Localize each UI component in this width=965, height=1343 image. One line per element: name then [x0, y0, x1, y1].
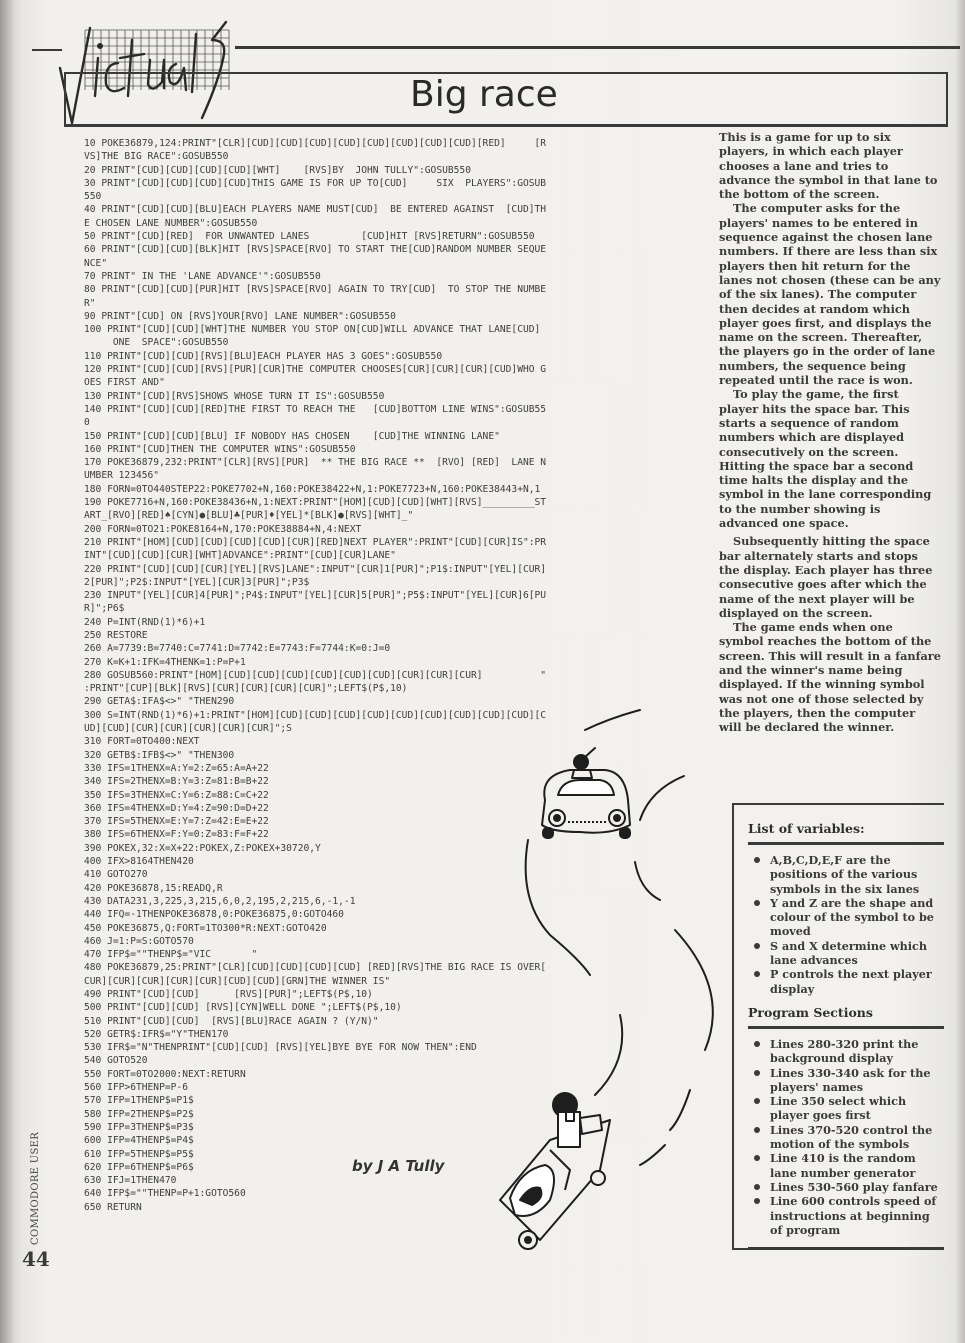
track-line: [675, 930, 713, 1050]
code-line: 80 PRINT"[CUD][CUD][PUR]HIT [RVS]SPACE[RVO] AGAIN TO TRY[CUD] TO STOP THE NUMBE: [84, 284, 547, 296]
code-line: 490 PRINT"[CUD][CUD] [RVS][PUR]";LEFT$(P$,10): [84, 989, 373, 1000]
code-line: 130 PRINT"[CUD][RVS]SHOWS WHOSE TURN IT IS":GOSUB550: [84, 390, 385, 402]
code-line: 550 FORT=0TO2000:NEXT:RETURN: [84, 1068, 246, 1080]
code-line: 280 GOSUB560:PRINT"[HOM][CUD][CUD][CUD][CUD][CUD][CUD][CUR][CUR][CUR] ": [84, 669, 547, 681]
article-body: [719, 130, 941, 734]
code-line: 70 PRINT" IN THE 'LANE ADVANCE'":GOSUB550: [84, 270, 321, 282]
code-line: 300 S=INT(RND(1)*6)+1:PRINT"[HOM][CUD][CUD][CUD][CUD][CUD][CUD][CUD][CUD][CUD][C: [84, 709, 547, 721]
variables-heading: List of variables:: [748, 821, 865, 836]
code-line: 430 DATA231,3,225,3,215,6,0,2,195,2,215,6,-1,-1: [84, 895, 356, 907]
code-line: 60 PRINT"[CUD][CUD][BLK]HIT [RVS]SPACE[RVO] TO START THE[CUD]RANDOM NUMBER SEQUE: [84, 244, 547, 256]
bullet-icon: [754, 1155, 760, 1161]
code-line: 550: [84, 191, 102, 203]
code-line: 320 GETB$:IFB$<>" "THEN300: [84, 749, 235, 761]
article-paragraph: The game ends when one symbol reaches the bottom of the screen. This will result in a fanfare and the winner's name being displayed. If the winning symbol was not one of those selected by the players, then the computer will be declared the winner.: [719, 620, 941, 735]
page-spine-shadow: [0, 0, 14, 1343]
code-line: 390 POKEX,32:X=X+22:POKEX,Z:POKEX+30720,Y: [84, 842, 321, 854]
variables-section: [748, 821, 944, 996]
code-line: VS]THE BIG RACE":GOSUB550: [84, 151, 229, 163]
bullet-icon: [754, 971, 760, 977]
code-line: :PRINT"[CUP][BLK][RVS][CUR][CUR][CUR][CUR]";LEFT$(P$,10): [84, 683, 408, 695]
lawnmower-drawing: [500, 1093, 610, 1249]
code-line: ART_[RVO][RED]♠[CYN]●[BLU]♣[PUR]♦[YEL]*[BLK]●[RVS][WHT]_": [84, 510, 414, 522]
code-line: 350 IFS=3THENX=C:Y=6:Z=88:C=C+22: [84, 789, 269, 801]
code-line: 2[PUR]";P2$:INPUT"[YEL][CUR]3[PUR]";P3$: [84, 576, 310, 588]
code-line: 160 PRINT"[CUD]THEN THE COMPUTER WINS":GOSUB550: [84, 443, 356, 455]
code-line: UD][CUD][CUR][CUR][CUR][CUR][CUR]";S: [84, 723, 292, 735]
variable-item: Y and Z are the shape and colour of the symbol to be moved: [748, 896, 944, 939]
magazine-name: COMMODORE USER: [30, 1131, 41, 1245]
section-item: Lines 370-520 control the motion of the symbols: [748, 1123, 944, 1152]
code-line: 370 IFS=5THENX=E:Y=7:Z=42:E=E+22: [84, 816, 269, 828]
code-line: 100 PRINT"[CUD][CUD][WHT]THE NUMBER YOU STOP ON[CUD]WILL ADVANCE THAT LANE[CUD]: [84, 324, 541, 336]
code-line: 260 A=7739:B=7740:C=7741:D=7742:E=7743:F=7744:K=0:J=0: [84, 643, 391, 655]
track-line: [640, 1145, 665, 1165]
code-line: 630 IFJ=1THEN470: [84, 1175, 177, 1187]
bullet-icon: [754, 1198, 760, 1204]
code-line: NCE": [84, 257, 108, 269]
track-line: [595, 1015, 622, 1095]
code-line: 340 IFS=2THENX=B:Y=3:Z=81:B=B+22: [84, 776, 269, 788]
code-line: 0: [84, 417, 90, 429]
code-line: 480 POKE36879,25:PRINT"[CLR][CUD][CUD][CUD][CUD] [RED][RVS]THE BIG RACE IS OVER[: [84, 962, 547, 974]
code-line: 250 RESTORE: [84, 629, 148, 641]
code-line: 240 P=INT(RND(1)*6)+1: [84, 616, 206, 628]
code-line: 200 FORN=0TO21:POKE8164+N,170:POKE38884+N,4:NEXT: [84, 523, 362, 535]
code-line: UMBER 123456": [84, 470, 160, 482]
code-line: E CHOSEN LANE NUMBER":GOSUB550: [84, 217, 258, 229]
sections-list: [748, 1037, 944, 1237]
code-line: 310 FORT=0TO400:NEXT: [84, 736, 200, 748]
code-line: 540 GOTO520: [84, 1055, 148, 1067]
code-line: 20 PRINT"[CUD][CUD][CUD][CUD][WHT] [RVS]BY JOHN TULLY":GOSUB550: [84, 164, 471, 176]
author-byline: by J A Tully: [352, 1157, 445, 1175]
code-line: 180 FORN=0TO440STEP22:POKE7702+N,160:POKE38422+N,1:POKE7723+N,160:POKE38443+N,1: [84, 483, 541, 495]
code-line: 580 IFP=2THENP$=P2$: [84, 1108, 194, 1120]
code-line: 510 PRINT"[CUD][CUD] [RVS][BLU]RACE AGAIN ? (Y/N)": [84, 1015, 379, 1027]
code-line: 30 PRINT"[CUD][CUD][CUD][CUD]THIS GAME IS FOR UP TO[CUD] SIX PLAYERS":GOSUB: [84, 177, 547, 189]
article-paragraph: This is a game for up to six players, in which each player chooses a lane and tries to advance the symbol in that lane to the bottom of the screen.: [719, 130, 938, 202]
article-paragraph: Subsequently hitting the space bar alternately starts and stops the display. Each player has three consecutive goes after which the name of the next player will be displayed on the screen.: [719, 534, 933, 620]
code-line: 40 PRINT"[CUD][CUD][BLU]EACH PLAYERS NAME MUST[CUD] BE ENTERED AGAINST [CUD]TH: [84, 204, 547, 216]
code-line: 90 PRINT"[CUD] ON [RVS]YOUR[RVO] LANE NUMBER":GOSUB550: [84, 310, 396, 322]
code-line: 570 IFP=1THENP$=P1$: [84, 1095, 194, 1107]
article-paragraph: To play the game, the first player hits the space bar. This starts a sequence of random numbers which are displayed consecutively on the screen. Hitting the space bar a second time halts the display and the symbol in the lane corresponding to the number showing is advanced one space.: [719, 387, 932, 531]
code-line: 150 PRINT"[CUD][CUD][BLU] IF NOBODY HAS CHOSEN [CUD]THE WINNING LANE": [84, 430, 500, 442]
code-line: 220 PRINT"[CUD][CUD][CUR][YEL][RVS]LANE":INPUT"[CUR]1[PUR]";P1$:INPUT"[YEL][CUR]: [84, 563, 547, 575]
code-line: 170 POKE36879,232:PRINT"[CLR][RVS][PUR] ** THE BIG RACE ** [RVO] [RED] LANE N: [84, 457, 547, 469]
section-item: Lines 280-320 print the background display: [748, 1037, 944, 1066]
code-line: 520 GETR$:IFR$="Y"THEN170: [84, 1028, 229, 1040]
code-line: 190 POKE7716+N,160:POKE38436+N,1:NEXT:PRINT"[HOM][CUD][CUD][WHT][RVS]_________ST: [84, 497, 547, 509]
section-item: Lines 330-340 ask for the players' names: [748, 1066, 944, 1095]
track-line: [670, 1090, 690, 1130]
code-line: 500 PRINT"[CUD][CUD] [RVS][CYN]WELL DONE ";LEFT$(P$,10): [84, 1002, 402, 1014]
code-line: 230 INPUT"[YEL][CUR]4[PUR]";P4$:INPUT"[YEL][CUR]5[PUR]";P5$:INPUT"[YEL][CUR]6[PU: [84, 590, 547, 602]
section-item: Lines 530-560 play fanfare: [748, 1180, 944, 1194]
bullet-icon: [754, 1184, 760, 1190]
code-line: 610 IFP=5THENP$=P5$: [84, 1148, 194, 1160]
code-line: 560 IFP>6THENP=P-6: [84, 1082, 188, 1094]
track-line: [640, 776, 684, 820]
code-line: R": [84, 297, 96, 309]
code-line: 460 J=1:P=S:GOTO570: [84, 935, 194, 947]
article-title: Big race: [410, 74, 558, 115]
sidebar-box: [732, 803, 944, 1250]
article-paragraph: The computer asks for the players' names to be entered in sequence against the chosen lane numbers. If there are less than six players then hit return for the lanes not chosen (these can be any of the six lanes). The computer then decides at random which player goes first, and displays the name on the screen. Thereafter, the players go in the order of lane numbers, the sequence being repeated until the race is won.: [719, 201, 941, 388]
code-line: 530 IFR$="N"THENPRINT"[CUD][CUD] [RVS][YEL]BYE BYE FOR NOW THEN":END: [84, 1042, 477, 1054]
code-line: 380 IFS=6THENX=F:Y=0:Z=83:F=F+22: [84, 829, 269, 841]
code-line: 140 PRINT"[CUD][CUD][RED]THE FIRST TO REACH THE [CUD]BOTTOM LINE WINS":GOSUB55: [84, 403, 547, 415]
code-line: 270 K=K+1:IFK=4THENK=1:P=P+1: [84, 656, 246, 668]
code-line: 360 IFS=4THENX=D:Y=4:Z=90:D=D+22: [84, 802, 269, 814]
bullet-icon: [754, 1041, 760, 1047]
race-illustration: [440, 700, 720, 1260]
code-line: 400 IFX>8164THEN420: [84, 856, 194, 868]
code-line: 440 IFQ=-1THENPOKE36878,0:POKE36875,0:GOTO460: [84, 909, 344, 921]
section-item: Line 410 is the random lane number generator: [748, 1151, 944, 1180]
track-line: [526, 840, 590, 975]
bullet-icon: [754, 857, 760, 863]
page-number: 44: [22, 1247, 50, 1271]
section-item: Line 350 select which player goes first: [748, 1094, 944, 1123]
footer-rule: [748, 1247, 944, 1250]
code-line: 650 RETURN: [84, 1201, 142, 1213]
sections-heading: Program Sections: [748, 1005, 873, 1020]
variable-item: P controls the next player display: [748, 967, 944, 996]
header-rule: [235, 46, 960, 49]
code-line: 470 IFP$=""THENP$="VIC ": [84, 949, 258, 961]
code-line: 50 PRINT"[CUD][RED] FOR UNWANTED LANES [CUD]HIT [RVS]RETURN":GOSUB550: [84, 231, 535, 243]
code-line: 110 PRINT"[CUD][CUD][RVS][BLU]EACH PLAYER HAS 3 GOES":GOSUB550: [84, 350, 443, 362]
code-line: INT"[CUD][CUD][CUR][WHT]ADVANCE":PRINT"[CUD][CUR]LANE": [84, 550, 396, 562]
heading-rule: [748, 1026, 944, 1029]
bullet-icon: [754, 1098, 760, 1104]
code-line: R]";P6$: [84, 603, 125, 615]
variable-item: A,B,C,D,E,F are the positions of the various symbols in the six lanes: [748, 853, 944, 896]
car-drawing: [542, 755, 630, 838]
code-line: 330 IFS=1THENX=A:Y=2:Z=65:A=A+22: [84, 762, 269, 774]
bullet-icon: [754, 943, 760, 949]
variables-list: [748, 853, 944, 996]
code-line: OES FIRST AND": [84, 377, 165, 389]
code-line: 10 POKE36879,124:PRINT"[CLR][CUD][CUD][CUD][CUD][CUD][CUD][CUD][CUD][RED] [R: [84, 138, 547, 149]
track-line: [585, 710, 640, 730]
bullet-icon: [754, 900, 760, 906]
code-line: 290 GETA$:IFA$<>" "THEN290: [84, 696, 235, 708]
bullet-icon: [754, 1070, 760, 1076]
code-line: 640 IFP$=""THENP=P+1:GOTO560: [84, 1188, 246, 1200]
code-line: 590 IFP=3THENP$=P3$: [84, 1121, 194, 1133]
code-line: 410 GOTO270: [84, 869, 148, 881]
code-line: 210 PRINT"[HOM][CUD][CUD][CUD][CUD][CUR][RED]NEXT PLAYER":PRINT"[CUD][CUR]IS":PR: [84, 536, 547, 548]
code-line: 450 POKE36875,Q:FORT=1TO300*R:NEXT:GOTO420: [84, 922, 327, 934]
bullet-icon: [754, 1127, 760, 1133]
program-sections: [748, 1005, 944, 1258]
code-line: CUR][CUR][CUR][CUR][CUR][CUD][CUD][GRN]THE WINNER IS": [84, 975, 391, 987]
heading-rule: [748, 842, 944, 845]
code-line: 600 IFP=4THENP$=P4$: [84, 1135, 194, 1147]
code-line: 620 IFP=6THENP$=P6$: [84, 1161, 194, 1173]
code-line: ONE SPACE":GOSUB550: [84, 337, 229, 349]
track-line: [635, 862, 660, 900]
variable-item: S and X determine which lane advances: [748, 939, 944, 968]
code-line: 420 POKE36878,15:READQ,R: [84, 882, 223, 894]
section-item: Line 600 controls speed of instructions at beginning of program: [748, 1194, 944, 1237]
code-line: 120 PRINT"[CUD][CUD][RVS][PUR][CUR]THE COMPUTER CHOOSES[CUR][CUR][CUR][CUD]WHO G: [84, 364, 547, 376]
